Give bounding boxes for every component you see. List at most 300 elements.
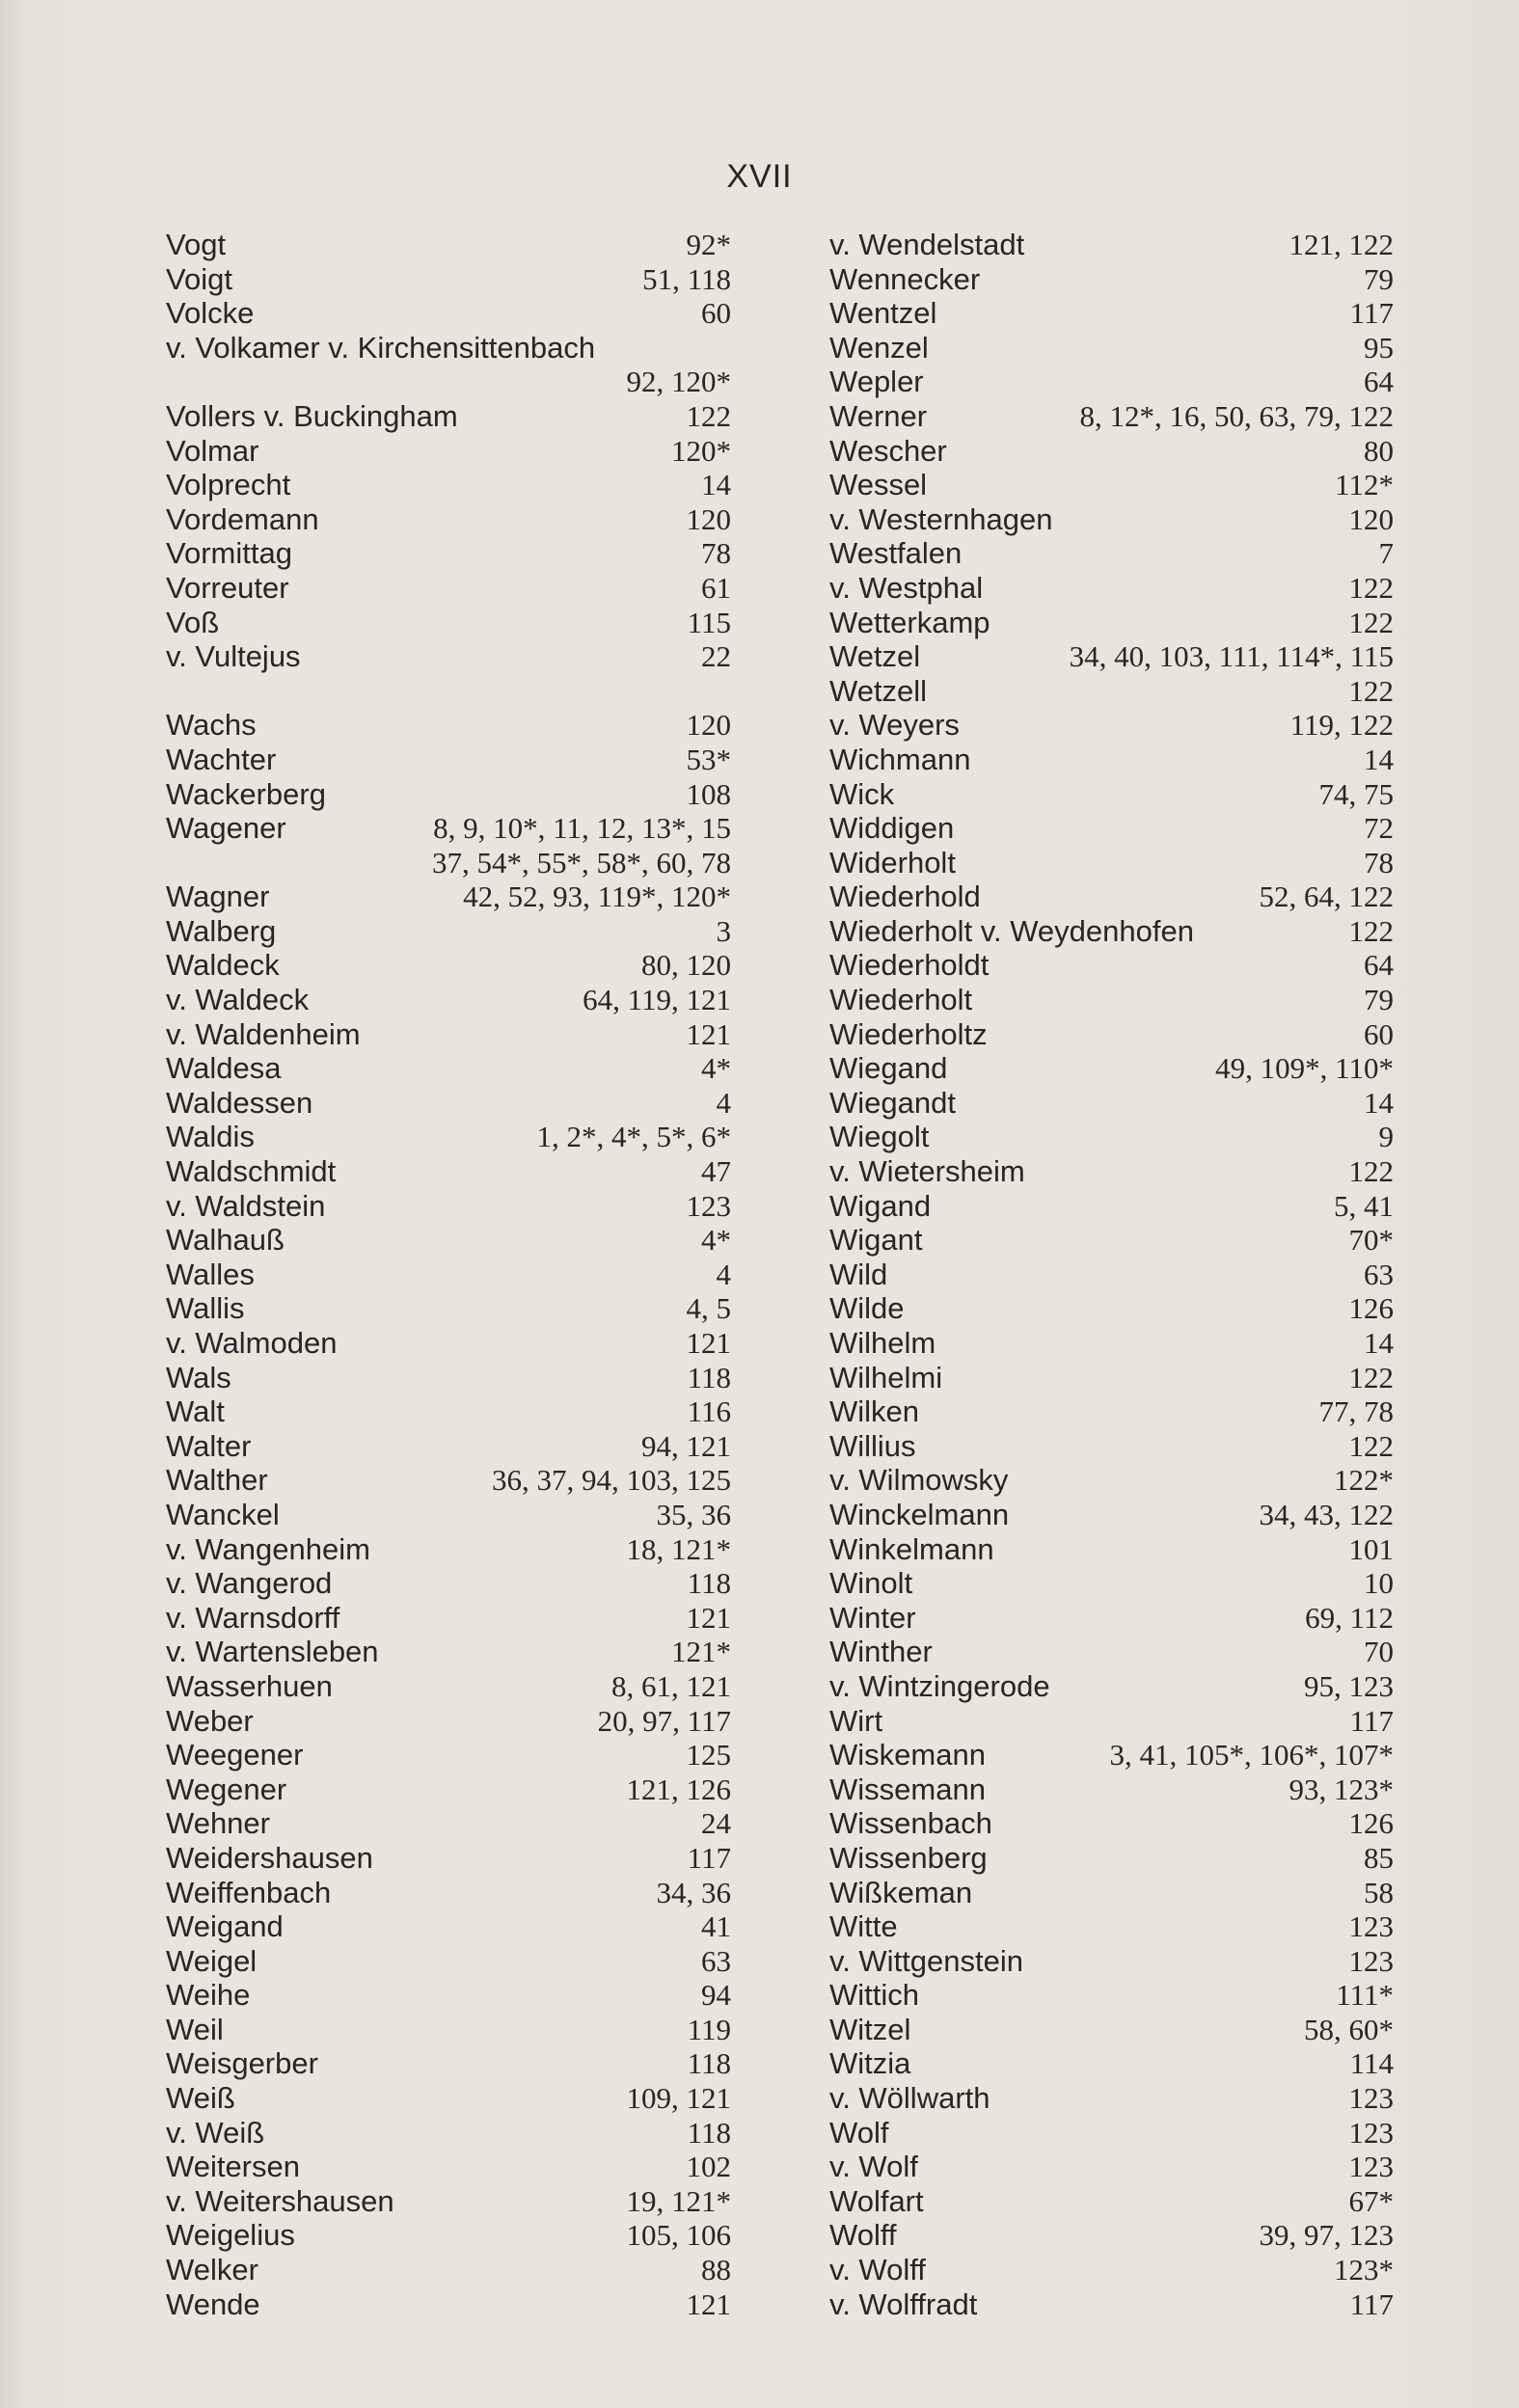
index-entry [829, 2150, 1394, 2184]
entry-name: Wetzel [829, 639, 921, 674]
entry-name: Wilhelmi [829, 1360, 943, 1394]
entry-pages: 102 [686, 2150, 731, 2184]
entry-name: Vormittag [166, 536, 292, 571]
entry-pages: 67* [1348, 2183, 1394, 2218]
entry-pages: 123 [1348, 2115, 1394, 2150]
entry-name: Wiegandt [829, 1085, 956, 1120]
entry-pages: 80 [1364, 433, 1394, 468]
entry-name: Walles [166, 1257, 255, 1291]
index-entry [166, 2046, 731, 2081]
index-entry [829, 1326, 1394, 1361]
entry-name: v. Waldstein [166, 1188, 326, 1223]
index-entry [829, 468, 1394, 502]
entry-name: Volmar [166, 433, 259, 468]
index-entry [166, 2116, 731, 2151]
entry-name: Weihe [166, 1978, 251, 2013]
entry-name: Waldeck [166, 948, 280, 983]
entry-name: v. Wangenheim [166, 1531, 370, 1566]
entry-name: Wehner [166, 1806, 270, 1841]
entry-pages: 78 [701, 536, 731, 571]
entry-pages: 121, 122 [1288, 228, 1394, 261]
entry-pages: 116 [687, 1394, 731, 1429]
index-entry [166, 811, 731, 846]
entry-pages: 24 [701, 1806, 731, 1841]
entry-pages: 117 [1349, 1703, 1394, 1738]
index-entry [166, 606, 731, 640]
entry-name: Wanckel [166, 1497, 280, 1531]
entry-pages: 58, 60* [1304, 2012, 1394, 2046]
entry-name: Wolff [829, 2218, 897, 2253]
index-entry [829, 365, 1394, 399]
index-entry [166, 1978, 731, 2013]
index-entry [829, 606, 1394, 640]
entry-name: Wild [829, 1257, 888, 1291]
entry-name: Vollers v. Buckingham [166, 398, 458, 433]
entry-name: Wennecker [829, 261, 981, 296]
index-entry [829, 262, 1394, 297]
entry-pages: 120 [686, 708, 731, 743]
entry-name: v. Wintzingerode [829, 1668, 1050, 1703]
index-entry [829, 1154, 1394, 1189]
index-entry [166, 1669, 731, 1704]
entry-name: Willius [829, 1428, 916, 1463]
index-entry [166, 228, 731, 262]
entry-name: v. Wöllwarth [829, 2081, 990, 2116]
entry-pages: 114 [1349, 2046, 1394, 2081]
entry-pages: 123* [1334, 2253, 1394, 2287]
entry-name: v. Wolffradt [829, 2286, 978, 2321]
index-entry [166, 639, 731, 674]
entry-pages: 80, 120 [641, 948, 731, 983]
entry-name: Welker [166, 2253, 258, 2287]
index-entry [829, 1669, 1394, 1704]
entry-name: Weitersen [166, 2150, 300, 2184]
entry-pages: 3 [716, 913, 731, 948]
index-entry [166, 1944, 731, 1979]
entry-pages: 123 [1348, 2150, 1394, 2184]
entry-pages: 64, 119, 121 [583, 983, 731, 1017]
entry-name: Waldesa [166, 1051, 282, 1086]
index-entry [829, 399, 1394, 434]
entry-name: Wilhelm [829, 1326, 936, 1360]
entry-name: v. Weitershausen [166, 2183, 394, 2218]
entry-name: Wiederholdt [829, 948, 990, 983]
entry-name: Weiß [166, 2081, 235, 2116]
entry-pages: 70* [1348, 1223, 1394, 1258]
index-entry [166, 1532, 731, 1567]
index-entry [829, 1189, 1394, 1224]
index-entry [166, 536, 731, 571]
entry-pages: 78 [1364, 845, 1394, 879]
entry-name: v. Warnsdorff [166, 1600, 340, 1635]
index-entry [166, 1429, 731, 1464]
index-entry [166, 1326, 731, 1361]
entry-name: Wittich [829, 1978, 919, 2013]
entry-pages: 117 [1349, 296, 1394, 331]
entry-name: Wetterkamp [829, 605, 990, 639]
entry-name: Wachs [166, 708, 257, 743]
entry-pages: 119, 122 [1289, 708, 1394, 743]
entry-pages: 61 [701, 570, 731, 605]
entry-name: Wiederholtz [829, 1016, 988, 1051]
index-entry [829, 1394, 1394, 1429]
entry-pages: 123 [686, 1188, 731, 1223]
entry-name: Weiffenbach [166, 1875, 332, 1909]
entry-name: Walhauß [166, 1223, 285, 1258]
entry-pages: 4, 5 [686, 1291, 731, 1326]
entry-name: Voigt [166, 261, 232, 296]
entry-pages: 9 [1378, 1120, 1394, 1154]
entry-name: Wick [829, 776, 895, 811]
entry-pages: 34, 40, 103, 111, 114*, 115 [1069, 639, 1394, 674]
entry-pages: 122 [1348, 605, 1394, 639]
entry-name: Wagener [166, 811, 286, 846]
index-entry [829, 1223, 1394, 1258]
entry-pages: 8, 9, 10*, 11, 12, 13*, 15 [433, 811, 731, 846]
entry-pages: 111* [1336, 1978, 1394, 2013]
entry-name: Weegener [166, 1738, 304, 1772]
entry-name: v. Weyers [829, 708, 960, 743]
index-entry [166, 262, 731, 297]
entry-name: Westfalen [829, 536, 963, 571]
entry-name: Wals [166, 1360, 231, 1394]
entry-name: v. Wolff [829, 2253, 926, 2287]
index-entry [166, 1806, 731, 1841]
entry-pages: 123 [1348, 1909, 1394, 1944]
entry-name: Weigelius [166, 2218, 295, 2253]
entry-pages: 94 [701, 1978, 731, 2013]
index-entry [829, 228, 1394, 262]
entry-name: Widdigen [829, 811, 955, 846]
entry-pages: 58 [1364, 1875, 1394, 1909]
index-entry [166, 1291, 731, 1326]
index-entry [829, 1429, 1394, 1464]
index-entry [166, 1909, 731, 1944]
entry-pages: 8, 12*, 16, 50, 63, 79, 122 [1079, 398, 1394, 433]
entry-name: Wiederhold [829, 879, 981, 914]
index-entry [829, 1635, 1394, 1669]
index-entry [166, 2013, 731, 2047]
entry-name: Witzia [829, 2046, 911, 2081]
entry-name: Walt [166, 1394, 225, 1429]
index-entry [166, 1361, 731, 1395]
entry-name: Wachter [166, 742, 277, 776]
entry-name: Wiskemann [829, 1738, 986, 1772]
entry-name: Werner [829, 398, 928, 433]
entry-pages: 69, 112 [1305, 1600, 1394, 1635]
entry-pages: 122 [1348, 913, 1394, 948]
entry-pages: 117 [1349, 2286, 1394, 2321]
index-entry [829, 2013, 1394, 2047]
entry-name: Wentzel [829, 296, 937, 331]
entry-pages: 60 [1364, 1016, 1394, 1051]
entry-name: Wissenbach [829, 1806, 992, 1841]
entry-pages: 37, 54*, 55*, 58*, 60, 78 [432, 845, 731, 879]
index-entry [829, 1772, 1394, 1807]
entry-pages: 118 [687, 1360, 731, 1394]
entry-pages: 93, 123* [1288, 1772, 1394, 1806]
entry-pages: 118 [687, 2046, 731, 2081]
index-entry [829, 674, 1394, 709]
index-entry [829, 296, 1394, 331]
index-entry [829, 536, 1394, 571]
entry-pages: 121 [686, 1016, 731, 1051]
entry-name: Winolt [829, 1566, 913, 1601]
entry-pages: 20, 97, 117 [597, 1703, 731, 1738]
index-entry [166, 1601, 731, 1636]
index-entry [829, 639, 1394, 674]
entry-name: Wiederholt v. Weydenhofen [829, 913, 1194, 948]
entry-pages: 19, 121* [626, 2183, 731, 2218]
entry-pages: 125 [686, 1738, 731, 1772]
index-entry [829, 879, 1394, 914]
entry-pages: 121* [671, 1635, 731, 1669]
entry-pages: 121, 126 [626, 1772, 731, 1806]
entry-name: Volprecht [166, 468, 291, 502]
entry-name: Wessel [829, 468, 928, 502]
entry-pages: 95 [1364, 330, 1394, 365]
entry-name: Voß [166, 605, 220, 639]
entry-pages: 34, 43, 122 [1259, 1497, 1394, 1531]
entry-pages: 63 [1364, 1257, 1394, 1291]
entry-pages: 120 [686, 501, 731, 536]
index-entry [166, 2081, 731, 2116]
index-entry [829, 2081, 1394, 2116]
entry-pages: 126 [1348, 1806, 1394, 1841]
entry-name: v. Wittgenstein [829, 1943, 1024, 1978]
entry-pages: 7 [1378, 536, 1394, 571]
index-entry [166, 1258, 731, 1292]
index-entry [829, 1738, 1394, 1772]
entry-name: v. Wartensleben [166, 1635, 379, 1669]
index-entry [829, 1120, 1394, 1154]
entry-pages: 72 [1364, 811, 1394, 846]
entry-pages: 79 [1364, 983, 1394, 1017]
entry-pages: 4* [701, 1051, 731, 1086]
entry-pages: 51, 118 [642, 261, 731, 296]
entry-pages: 3, 41, 105*, 106*, 107* [1109, 1738, 1394, 1772]
entry-name: v. Waldeck [166, 983, 310, 1017]
index-entry [829, 2218, 1394, 2253]
entry-name: v. Wendelstadt [829, 228, 1025, 261]
entry-name: Waldessen [166, 1085, 313, 1120]
index-entry [166, 1223, 731, 1258]
entry-pages: 120* [671, 433, 731, 468]
entry-pages: 121 [686, 1600, 731, 1635]
entry-name: Wasserhuen [166, 1668, 333, 1703]
entry-name: Vordemann [166, 501, 319, 536]
index-entry [829, 502, 1394, 537]
index-entry [166, 2287, 731, 2322]
index-entry [829, 983, 1394, 1017]
entry-name: v. Waldenheim [166, 1016, 361, 1051]
entry-name: v. Wilmowsky [829, 1463, 1009, 1498]
entry-pages: 4 [716, 1085, 731, 1120]
index-entry [829, 331, 1394, 365]
index-entry [829, 743, 1394, 777]
entry-pages: 121 [686, 2286, 731, 2321]
entry-name: Wigant [829, 1223, 923, 1258]
entry-name: Winther [829, 1635, 933, 1669]
entry-pages: 53* [686, 742, 731, 776]
index-entry [829, 1051, 1394, 1086]
entry-pages: 95, 123 [1304, 1668, 1394, 1703]
entry-name: Wichmann [829, 742, 971, 776]
entry-pages: 122 [1348, 1360, 1394, 1394]
index-entry [166, 708, 731, 743]
index-entry [166, 1841, 731, 1876]
entry-name: Winter [829, 1600, 916, 1635]
entry-pages: 42, 52, 93, 119*, 120* [463, 879, 731, 914]
entry-name: Wegener [166, 1772, 287, 1806]
entry-name: Weigand [166, 1909, 284, 1944]
index-entry [829, 846, 1394, 880]
entry-pages: 112* [1335, 468, 1394, 502]
entry-pages: 77, 78 [1318, 1394, 1394, 1429]
right-index-column [829, 228, 1394, 2321]
index-entry [829, 571, 1394, 606]
index-entry [829, 1463, 1394, 1498]
index-entry [166, 331, 731, 365]
index-entry [829, 2253, 1394, 2287]
index-entry-continuation [166, 365, 731, 399]
entry-name: Witte [829, 1909, 898, 1944]
index-entry [829, 1086, 1394, 1121]
entry-pages: 126 [1348, 1291, 1394, 1326]
entry-name: v. Vultejus [166, 639, 301, 674]
index-entry [166, 1051, 731, 1086]
entry-pages: 121 [686, 1326, 731, 1360]
index-entry [829, 1841, 1394, 1876]
entry-pages: 52, 64, 122 [1259, 879, 1394, 914]
entry-pages: 94, 121 [641, 1428, 731, 1463]
index-entry [166, 1017, 731, 1052]
index-entry [829, 1258, 1394, 1292]
entry-name: Wigand [829, 1188, 932, 1223]
index-entry [166, 1189, 731, 1224]
entry-name: v. Wangerod [166, 1566, 333, 1601]
index-entry [829, 914, 1394, 949]
entry-pages: 36, 37, 94, 103, 125 [492, 1463, 731, 1498]
index-entry [829, 1876, 1394, 1910]
entry-pages: 115 [687, 605, 731, 639]
entry-pages: 41 [701, 1909, 731, 1944]
entry-pages: 88 [701, 2253, 731, 2287]
entry-pages: 64 [1364, 365, 1394, 399]
entry-name: v. Volkamer v. Kirchensittenbach [166, 330, 596, 365]
index-entry [829, 708, 1394, 743]
index-entry [166, 777, 731, 812]
index-entry [166, 1086, 731, 1121]
index-entry [829, 434, 1394, 469]
entry-pages: 92* [686, 228, 731, 261]
entry-pages: 74, 75 [1318, 776, 1394, 811]
entry-pages: 122 [1348, 1428, 1394, 1463]
entry-name: Wißkeman [829, 1875, 973, 1909]
index-entry [829, 1532, 1394, 1567]
entry-pages: 122 [1348, 570, 1394, 605]
entry-pages: 39, 97, 123 [1259, 2218, 1394, 2253]
entry-name: Wiegand [829, 1051, 948, 1086]
entry-pages: 18, 121* [626, 1531, 731, 1566]
entry-name: Weil [166, 2012, 224, 2046]
index-entry [829, 1944, 1394, 1979]
index-entry [166, 983, 731, 1017]
entry-pages: 118 [687, 1566, 731, 1601]
entry-name: Wiegolt [829, 1120, 930, 1154]
index-entry [166, 1498, 731, 1532]
entry-pages: 63 [701, 1943, 731, 1978]
index-entry [829, 777, 1394, 812]
index-entry [829, 1704, 1394, 1739]
index-entry [166, 879, 731, 914]
index-entry [166, 2253, 731, 2287]
index-entry [829, 1566, 1394, 1601]
index-entry [829, 1601, 1394, 1636]
entry-name: Wolfart [829, 2183, 924, 2218]
entry-pages: 8, 61, 121 [611, 1668, 731, 1703]
index-entry [166, 1876, 731, 1910]
entry-pages: 117 [687, 1840, 731, 1875]
index-entry [166, 296, 731, 331]
index-entry [166, 948, 731, 983]
entry-name: Widerholt [829, 845, 956, 879]
index-entry [166, 1635, 731, 1669]
index-entry [166, 1154, 731, 1189]
entry-name: Winkelmann [829, 1531, 994, 1566]
index-entry [166, 571, 731, 606]
entry-pages: 109, 121 [626, 2081, 731, 2116]
index-entry [166, 1394, 731, 1429]
index-entry [166, 1566, 731, 1601]
entry-name: Winckelmann [829, 1497, 1010, 1531]
entry-name: v. Wietersheim [829, 1154, 1025, 1189]
entry-pages: 119 [687, 2012, 731, 2046]
entry-name: Wagner [166, 879, 270, 914]
entry-name: v. Weiß [166, 2115, 265, 2150]
entry-pages: 49, 109*, 110* [1215, 1051, 1394, 1086]
index-entry [166, 1463, 731, 1498]
index-entry [166, 2184, 731, 2219]
entry-name: Weidershausen [166, 1840, 373, 1875]
entry-name: Walberg [166, 913, 277, 948]
index-entry [166, 1120, 731, 1154]
entry-name: Wackerberg [166, 776, 326, 811]
entry-pages: 4 [716, 1257, 731, 1291]
index-entry [166, 1738, 731, 1772]
entry-name: Wolf [829, 2115, 889, 2150]
entry-name: Volcke [166, 296, 255, 331]
entry-pages: 85 [1364, 1840, 1394, 1875]
entry-pages: 120 [1348, 501, 1394, 536]
index-entry [166, 2218, 731, 2253]
entry-name: Wallis [166, 1291, 245, 1326]
entry-pages: 5, 41 [1334, 1188, 1394, 1223]
entry-name: Wende [166, 2286, 260, 2321]
entry-pages: 101 [1348, 1531, 1394, 1566]
entry-pages: 108 [686, 776, 731, 811]
index-entry [829, 1361, 1394, 1395]
index-entry-continuation [166, 846, 731, 880]
entry-name: v. Westernhagen [829, 501, 1053, 536]
entry-name: Waldis [166, 1120, 255, 1154]
index-entry [166, 434, 731, 469]
entry-pages: 22 [701, 639, 731, 674]
entry-pages: 122* [1334, 1463, 1394, 1498]
index-entry [166, 743, 731, 777]
entry-pages: 60 [701, 296, 731, 331]
index-entry [166, 2150, 731, 2184]
